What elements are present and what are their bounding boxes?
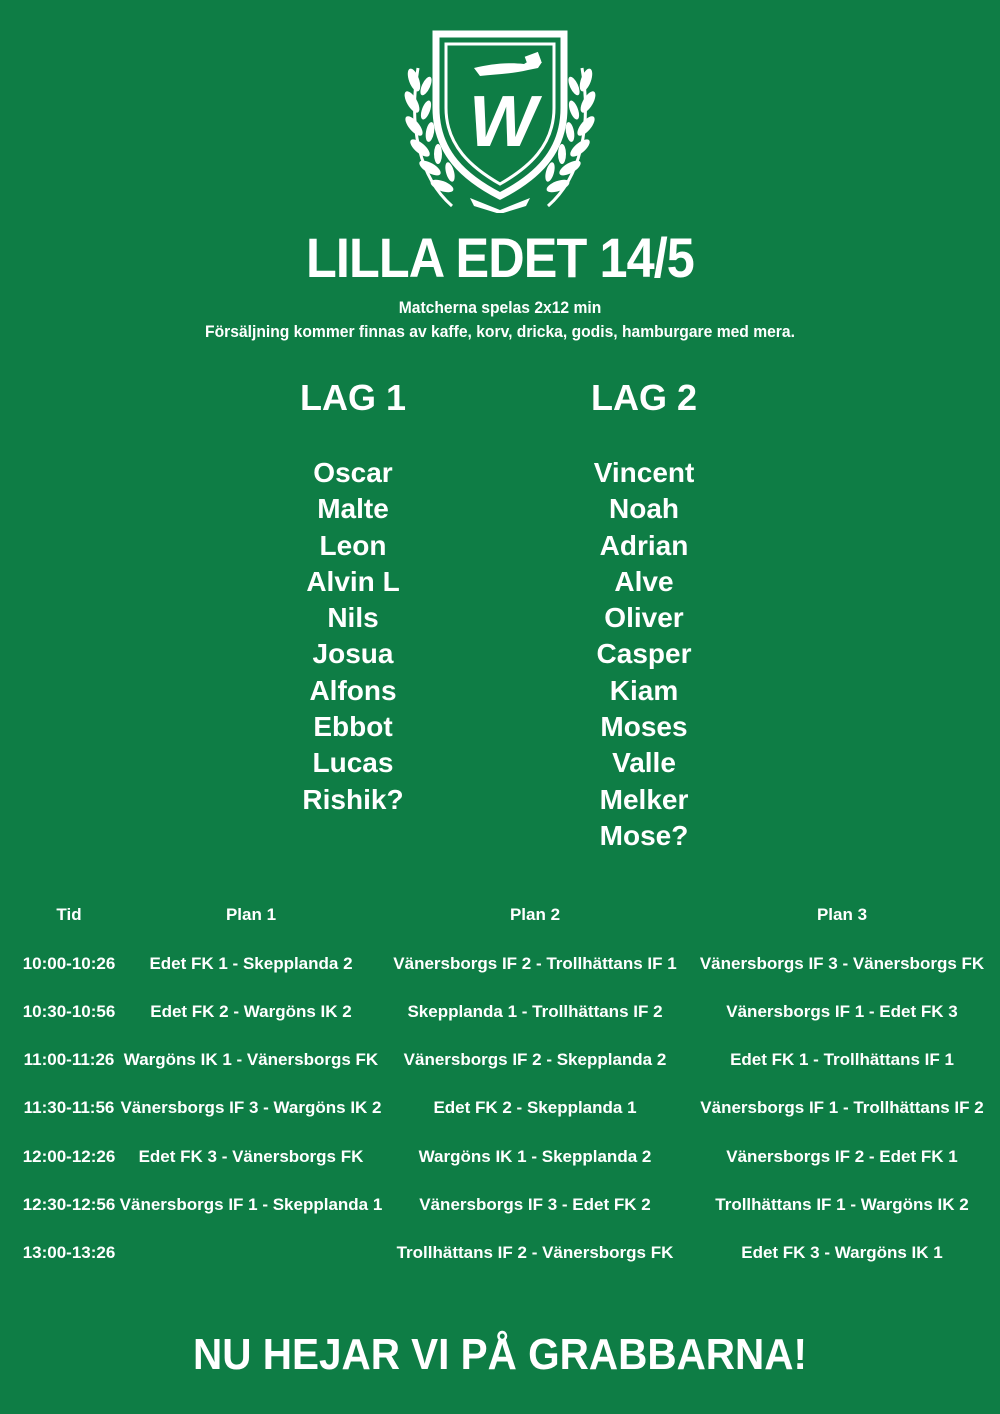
schedule-row xyxy=(0,1093,1000,1123)
crest-letter: W xyxy=(469,82,537,162)
player-name: Alfons xyxy=(309,674,397,706)
time-slot: 13:00-13:26 xyxy=(22,1243,116,1262)
header-plan-1: Plan 1 xyxy=(225,905,277,924)
schedule-row xyxy=(0,1190,1000,1220)
match-plan-3: Vänersborgs IF 3 - Vänersborgs FK xyxy=(699,954,985,973)
player-name: Alve xyxy=(614,565,674,597)
match-plan-3: Trollhättans IF 1 - Wargöns IK 2 xyxy=(715,1195,969,1214)
match-plan-3: Vänersborgs IF 2 - Edet FK 1 xyxy=(726,1147,958,1166)
player-name: Casper xyxy=(596,638,692,670)
time-slot: 12:00-12:26 xyxy=(22,1147,116,1166)
player-name: Rishik? xyxy=(302,783,404,815)
player-name: Mose? xyxy=(599,819,689,851)
match-plan-2: Vänersborgs IF 2 - Skepplanda 2 xyxy=(403,1050,667,1069)
footer-slogan: NU HEJAR VI PÅ GRABBARNA! xyxy=(193,1330,807,1379)
time-slot: 10:00-10:26 xyxy=(22,954,116,973)
player-name: Lucas xyxy=(312,747,394,779)
match-plan-2: Wargöns IK 1 - Skepplanda 2 xyxy=(418,1147,652,1166)
player-name: Josua xyxy=(312,638,394,670)
team-2-player-list xyxy=(544,455,744,854)
match-plan-1: Vänersborgs IF 3 - Wargöns IK 2 xyxy=(120,1098,382,1117)
match-plan-1: Edet FK 2 - Wargöns IK 2 xyxy=(150,1002,352,1021)
match-plan-2: Vänersborgs IF 3 - Edet FK 2 xyxy=(419,1195,651,1214)
match-plan-1: Wargöns IK 1 - Vänersborgs FK xyxy=(123,1050,379,1069)
schedule-row xyxy=(0,1142,1000,1172)
page-title: LILLA EDET 14/5 xyxy=(306,226,694,289)
schedule-row xyxy=(0,949,1000,979)
player-name: Melker xyxy=(599,783,689,815)
match-plan-3: Edet FK 3 - Wargöns IK 1 xyxy=(741,1243,943,1262)
schedule-header-row xyxy=(0,900,1000,930)
match-plan-1: Edet FK 3 - Vänersborgs FK xyxy=(138,1147,364,1166)
time-slot: 11:30-11:56 xyxy=(23,1098,115,1117)
team-1-title: LAG 1 xyxy=(299,377,406,418)
match-plan-3: Edet FK 1 - Trollhättans IF 1 xyxy=(730,1050,954,1069)
left-laurel-icon xyxy=(402,67,457,206)
match-plan-3: Vänersborgs IF 1 - Trollhättans IF 2 xyxy=(700,1098,984,1117)
right-laurel-icon xyxy=(544,67,599,206)
club-crest-logo xyxy=(400,28,600,213)
schedule-row xyxy=(0,1045,1000,1075)
match-plan-2: Edet FK 2 - Skepplanda 1 xyxy=(433,1098,637,1117)
player-name: Nils xyxy=(327,602,379,634)
schedule-row xyxy=(0,997,1000,1027)
player-name: Adrian xyxy=(599,529,689,561)
player-name: Vincent xyxy=(593,457,695,488)
player-name: Oscar xyxy=(313,457,393,488)
player-name: Malte xyxy=(317,493,389,525)
match-plan-2: Trollhättans IF 2 - Vänersborgs FK xyxy=(396,1243,674,1262)
match-plan-2: Vänersborgs IF 2 - Trollhättans IF 1 xyxy=(393,954,677,973)
time-slot: 11:00-11:26 xyxy=(23,1050,115,1069)
player-name: Leon xyxy=(319,529,387,561)
match-plan-1: Vänersborgs IF 1 - Skepplanda 1 xyxy=(119,1195,383,1214)
player-name: Alvin L xyxy=(306,565,400,597)
player-name: Oliver xyxy=(604,602,684,634)
match-plan-1: Edet FK 1 - Skepplanda 2 xyxy=(149,954,353,973)
match-plan-2: Skepplanda 1 - Trollhättans IF 2 xyxy=(407,1002,663,1021)
player-name: Moses xyxy=(600,711,688,743)
player-name: Valle xyxy=(612,747,676,779)
subtitle-sales-info: Försäljning kommer finnas av kaffe, korv, dricka, godis, hamburgare med mera. xyxy=(205,322,795,341)
player-name: Kiam xyxy=(609,674,679,706)
schedule-row xyxy=(0,1238,1000,1268)
time-slot: 10:30-10:56 xyxy=(22,1002,116,1021)
player-name: Noah xyxy=(609,493,679,525)
subtitle-match-length: Matcherna spelas 2x12 min xyxy=(398,298,602,317)
player-name: Ebbot xyxy=(313,711,393,743)
header-plan-2: Plan 2 xyxy=(509,905,561,924)
header-plan-3: Plan 3 xyxy=(816,905,868,924)
match-plan-3: Vänersborgs IF 1 - Edet FK 3 xyxy=(726,1002,958,1021)
team-2-title: LAG 2 xyxy=(590,377,697,418)
time-slot: 12:30-12:56 xyxy=(22,1195,116,1214)
team-1-player-list xyxy=(253,455,453,818)
header-tid: Tid xyxy=(56,905,82,924)
